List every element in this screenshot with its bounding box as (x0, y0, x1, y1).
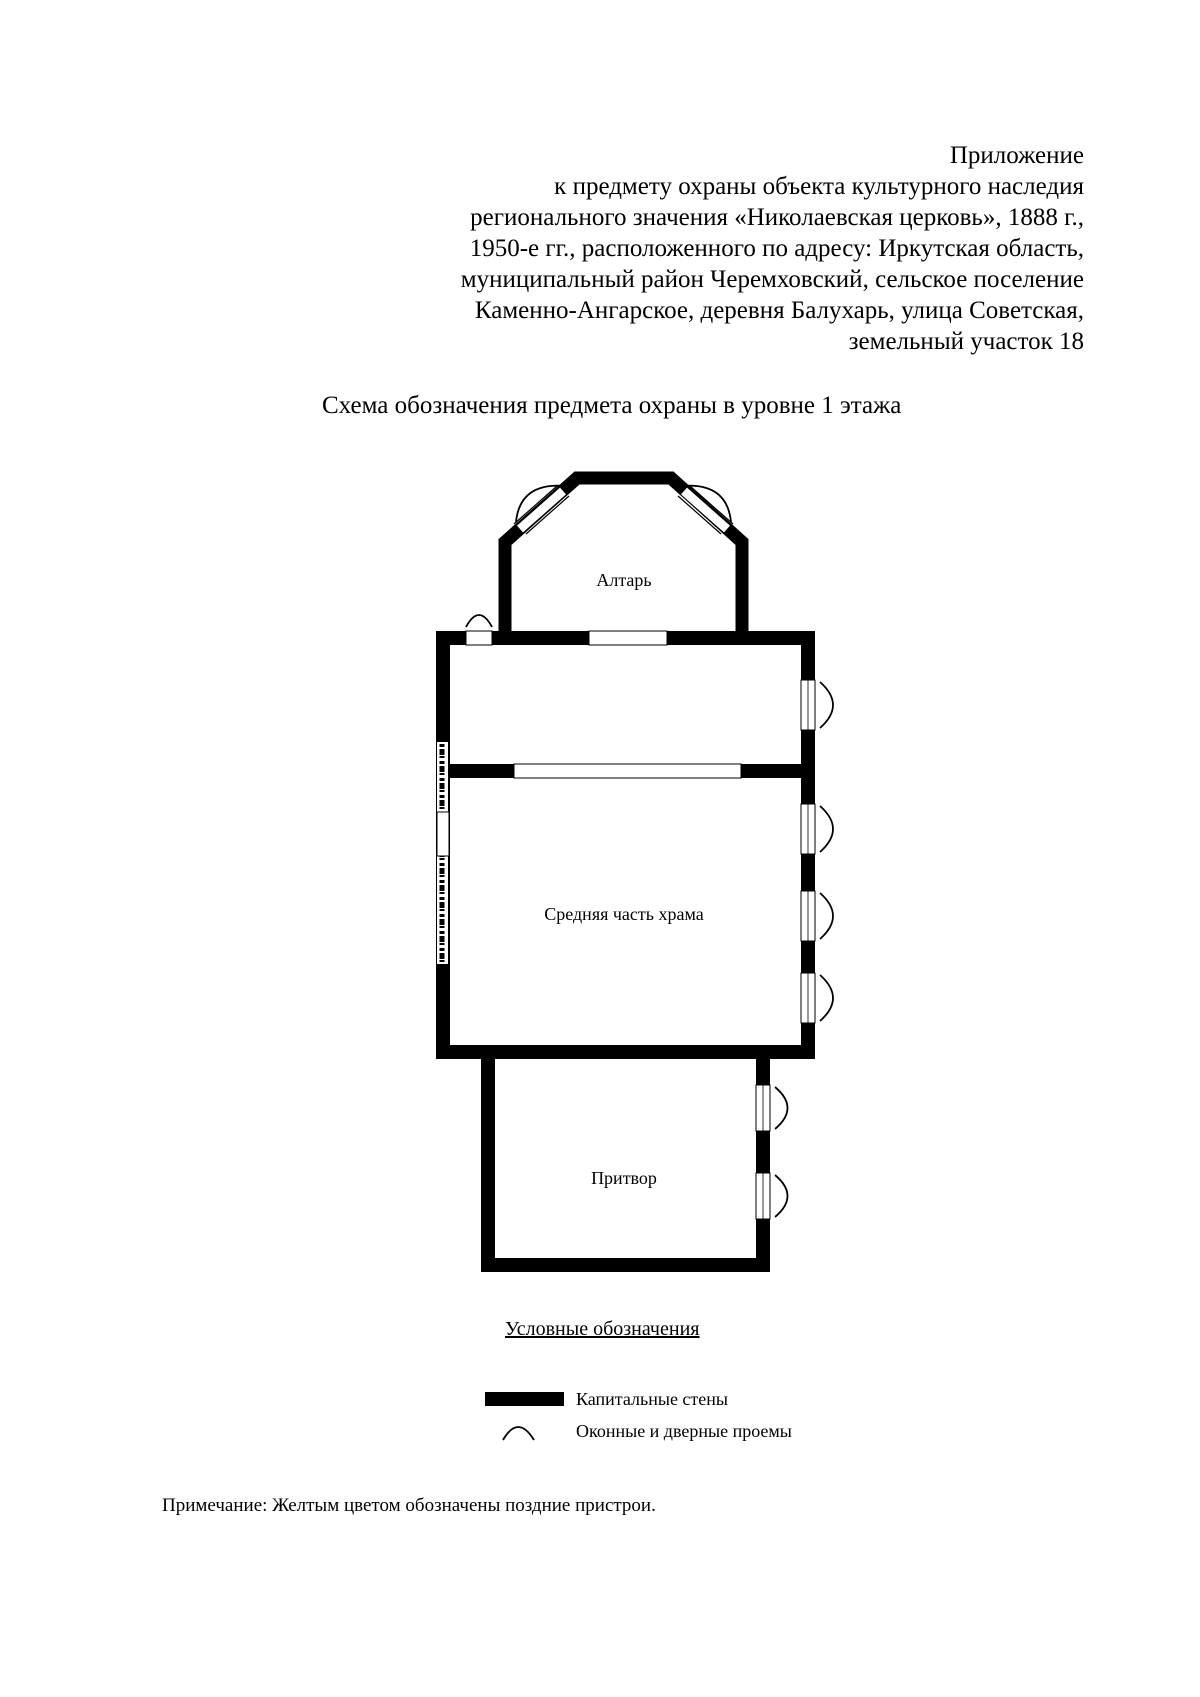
narthex-wall (488, 1052, 763, 1265)
legend-openings-label: Оконные и дверные проемы (576, 1421, 792, 1441)
top-wall-opening-arc (466, 615, 492, 627)
narthex-opening-arc-2 (775, 1175, 788, 1217)
room-label-narthex: Притвор (591, 1168, 657, 1188)
right-opening-arc-4 (820, 975, 833, 1021)
altar-arch-opening (589, 631, 667, 645)
header-line: земельный участок 18 (848, 328, 1084, 355)
legend-wall-symbol (485, 1392, 564, 1406)
narthex-opening-arc-1 (775, 1087, 788, 1129)
legend-title: Условные обозначения (505, 1318, 700, 1340)
right-window-2 (801, 804, 815, 854)
legend-opening-symbol (503, 1427, 534, 1440)
right-window-3 (801, 891, 815, 941)
header-line: 1950-е гг., расположенного по адресу: Иркутская область, (469, 235, 1084, 262)
altar-wall (505, 478, 742, 634)
right-window-4 (801, 973, 815, 1023)
room-label-nave: Средняя часть храма (544, 904, 704, 924)
main-block-wall (443, 638, 808, 1052)
narthex-window-1 (756, 1085, 770, 1131)
right-opening-arc-3 (820, 893, 833, 939)
room-label-altar: Алтарь (596, 570, 652, 590)
right-window-1 (801, 680, 815, 730)
left-wall-window (437, 812, 449, 856)
partition-opening (514, 764, 741, 778)
right-opening-arc-1 (820, 682, 833, 728)
altar-window-left (514, 486, 569, 534)
legend-walls-label: Капитальные стены (576, 1389, 728, 1409)
right-opening-arc-2 (820, 806, 833, 852)
note-text: Примечание: Желтым цветом обозначены поздние пристрои. (162, 1495, 656, 1516)
top-wall-window-small (466, 631, 492, 645)
header-line: регионального значения «Николаевская церковь», 1888 г., (470, 204, 1084, 231)
header-line: Каменно-Ангарское, деревня Балухарь, улица Советская, (474, 297, 1084, 324)
header-line: муниципальный район Черемховский, сельское поселение (460, 266, 1084, 293)
scheme-title: Схема обозначения предмета охраны в уровне 1 этажа (322, 392, 902, 419)
narthex-window-2 (756, 1173, 770, 1219)
header-line: Приложение (949, 142, 1084, 169)
altar-window-right (678, 486, 733, 534)
header-line: к предмету охраны объекта культурного наследия (554, 173, 1084, 200)
